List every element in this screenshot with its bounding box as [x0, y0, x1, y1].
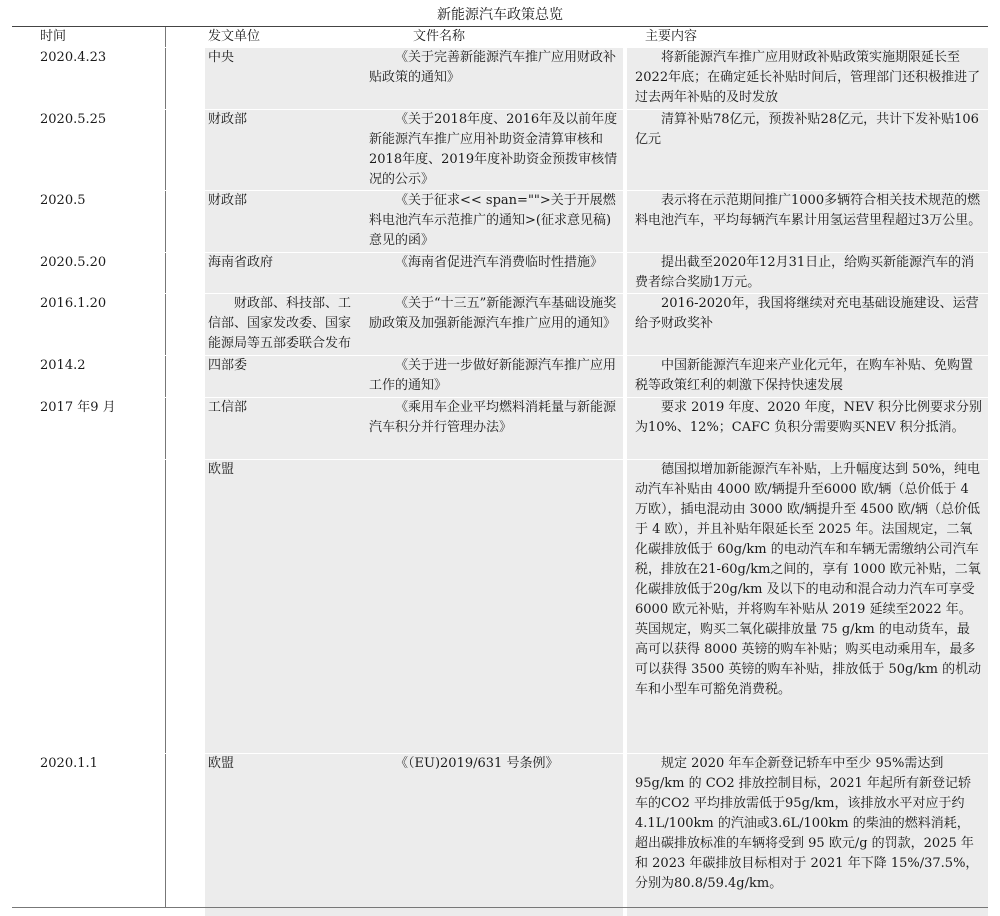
row-document: 《关于征求<< span="">关于开展燃料电池汽车示范推广的通知>(征求意见稿)意见的函》: [363, 191, 623, 253]
row-document: 《关于进一步做好新能源汽车推广应用工作的通知》: [363, 356, 623, 398]
row-time: 2020.5.25: [12, 110, 165, 191]
header-time: 时间: [40, 29, 67, 44]
row-document: 《关于2018年度、2016年及以前年度新能源汽车推广应用补助资金清算审核和2018年度、2019年度补助资金预拨审核情况的公示》: [363, 110, 623, 191]
row-content: 要求 2019 年度、2020 年度，NEV 积分比例要求分别为10%、12%；CAFC 负积分需要购买NEV 积分抵消。: [627, 398, 988, 460]
row-content: 规定 2020 年车企新登记轿车中至少 95%需达到 95g/km 的 CO2 排放控制目标，2021 年起所有新登记轿车的CO2 平均排放需低于95g/km，该排放水平对应于约4.1L/100km 的汽油或3.6L/100km 的柴油的燃料消耗，超出碳排放标准的车辆将受到 95 欧元/g 的罚款，2025 年和 2023 年碳排放目标相对于 2021 年下降 15%/37.5%，分别为80.8/59.4g/km。: [627, 754, 988, 916]
row-content: 2016-2020年，我国将继续对充电基础设施建设、运营给予财政奖补: [627, 294, 988, 356]
policy-table: [12, 27, 988, 916]
table-row: [12, 191, 988, 253]
table-row: [12, 398, 988, 460]
row-time: 2020.5: [12, 191, 165, 253]
row-unit: 财政部: [205, 191, 363, 253]
row-unit: 工信部: [205, 398, 363, 460]
table-row: [12, 253, 988, 294]
header-content: 主要内容: [645, 29, 698, 44]
row-unit: 四部委: [205, 356, 363, 398]
table-row: [12, 754, 988, 916]
row-unit: 欧盟: [205, 460, 363, 754]
row-document: 《（EU)2019/631 号条例》: [363, 754, 623, 916]
table-row: [12, 110, 988, 191]
row-unit: 财政部、科技部、工信部、国家发改委、国家能源局等五部委联合发布: [205, 294, 363, 356]
table-row: [12, 356, 988, 398]
bottom-rule: [12, 907, 988, 908]
row-unit: 中央: [205, 48, 363, 110]
row-content: 提出截至2020年12月31日止，给购买新能源汽车的消费者综合奖励1万元。: [627, 253, 988, 294]
row-content: 德国拟增加新能源汽车补贴，上升幅度达到 50%，纯电动汽车补贴由 4000 欧/辆提升至6000 欧/辆（总价低于 4 万欧），插电混动由 3000 欧/辆提升至 4500 欧/辆（总价低于 4 欧），并且补贴年限延长至 2025 年。法国规定，二氧化碳排放低于 60g/km 的电动汽车和车辆无需缴纳公司汽车税，排放在21-60g/km之间的，享有 1000 欧元补贴，二氧化碳排放低于20g/km 及以下的电动和混合动力汽车可享受 6000 欧元补贴，并将购车补贴从 2019 延续至2022 年。英国规定，购买二氧化碳排放量 75 g/km 的电动货车，最高可以获得 8000 英镑的购车补贴；购买电动乘用车，最多可以获得 3500 英镑的购车补贴，排放低于 50g/km 的机动车和小型车可豁免消费税。: [627, 460, 988, 754]
row-unit: 财政部: [205, 110, 363, 191]
table-row: [12, 48, 988, 110]
row-document: 《乘用车企业平均燃料消耗量与新能源汽车积分并行管理办法》: [363, 398, 623, 460]
table-row: [12, 294, 988, 356]
row-time: 2014.2: [12, 356, 165, 398]
row-document: 《关于“十三五”新能源汽车基础设施奖励政策及加强新能源汽车推广应用的通知》: [363, 294, 623, 356]
row-document: 《关于完善新能源汽车推广应用财政补贴政策的通知》: [363, 48, 623, 110]
row-time: 2017 年9 月: [12, 398, 165, 460]
document-title: 新能源汽车政策总览: [437, 7, 563, 23]
row-time: 2016.1.20: [12, 294, 165, 356]
row-unit: 欧盟: [205, 754, 363, 916]
row-time: 2020.5.20: [12, 253, 165, 294]
table-row: [12, 460, 988, 754]
row-time: 2020.1.1: [12, 754, 165, 916]
row-content: 中国新能源汽车迎来产业化元年，在购车补贴、免购置税等政策红利的刺激下保持快速发展: [627, 356, 988, 398]
row-content: 将新能源汽车推广应用财政补贴政策实施期限延长至2022年底；在确定延长补贴时间后，管理部门还积极推进了过去两年补贴的及时发放: [627, 48, 988, 110]
row-document: [363, 460, 623, 754]
table-header-row: [12, 27, 988, 48]
row-unit: 海南省政府: [205, 253, 363, 294]
row-content: 表示将在示范期间推广1000多辆符合相关技术规范的燃料电池汽车，平均每辆汽车累计用氢运营里程超过3万公里。: [627, 191, 988, 253]
row-document: 《海南省促进汽车消费临时性措施》: [363, 253, 623, 294]
header-unit: 发文单位: [208, 29, 261, 44]
header-doc: 文件名称: [413, 29, 466, 44]
row-time: [12, 460, 165, 754]
row-time: 2020.4.23: [12, 48, 165, 110]
row-content: 清算补贴78亿元，预拨补贴28亿元，共计下发补贴106亿元: [627, 110, 988, 191]
